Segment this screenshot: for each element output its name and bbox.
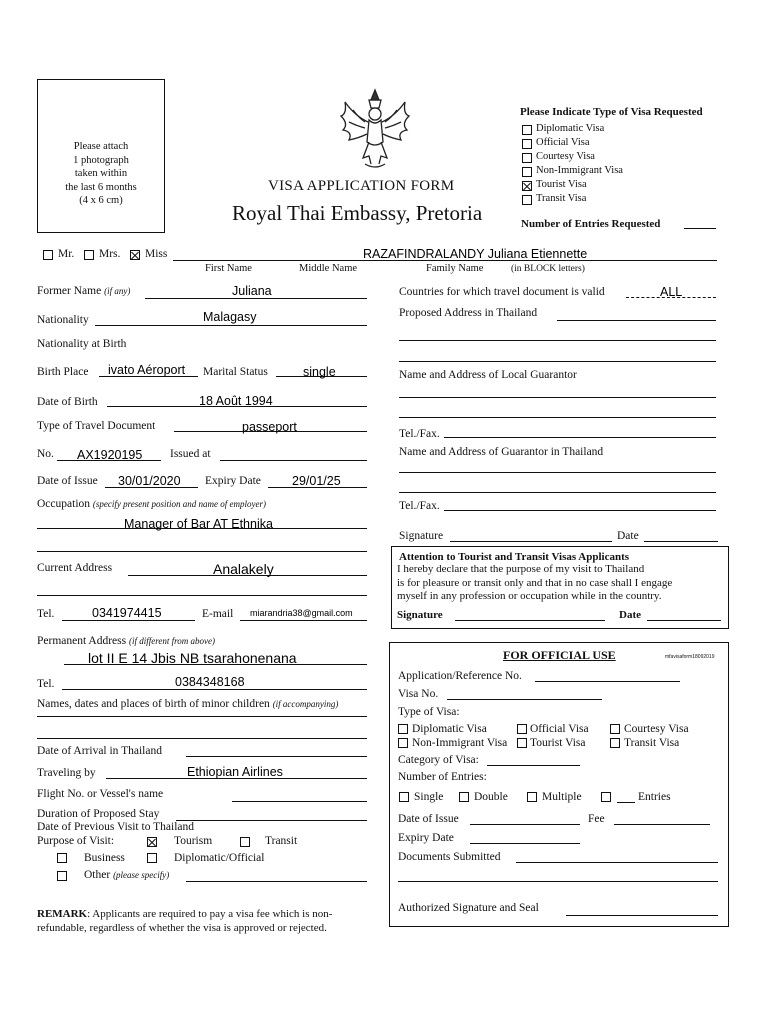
official-non-immigrant-label: Non-Immigrant Visa: [412, 737, 508, 749]
thai-guarantor-line-1[interactable]: [399, 472, 716, 473]
full-name-value[interactable]: RAZAFINDRALANDY Juliana Etiennette: [363, 247, 588, 261]
expiry-date-value[interactable]: 29/01/25: [292, 474, 341, 488]
attention-heading: Attention to Tourist and Transit Visas Applicants: [399, 551, 630, 563]
purpose-label: Purpose of Visit:: [37, 835, 115, 847]
thai-guarantor-line-2[interactable]: [399, 492, 716, 493]
mr-checkbox[interactable]: [43, 250, 53, 260]
nationality-value[interactable]: Malagasy: [203, 310, 257, 324]
attention-box: [391, 546, 729, 629]
visa-type-checkbox[interactable]: [522, 195, 532, 205]
occupation-value[interactable]: Manager of Bar AT Ethnika: [124, 517, 273, 531]
mrs-checkbox[interactable]: [84, 250, 94, 260]
tourism-checkbox[interactable]: [147, 837, 157, 847]
proposed-address-line-1[interactable]: [557, 320, 716, 321]
issued-at-label: Issued at: [170, 448, 211, 460]
signature-line[interactable]: [450, 541, 612, 542]
business-label: Business: [84, 852, 125, 864]
photo-box: [37, 79, 165, 233]
nationality-label: Nationality: [37, 314, 89, 326]
doc-no-value[interactable]: AX1920195: [77, 448, 143, 462]
minor-children-hint: (if accompanying): [272, 699, 339, 709]
duration-line[interactable]: [176, 820, 367, 821]
attention-signature-label: Signature: [397, 609, 443, 621]
telfax-2-line[interactable]: [444, 510, 716, 511]
occupation-line-2[interactable]: [37, 551, 367, 552]
arrival-date-label: Date of Arrival in Thailand: [37, 745, 162, 757]
official-ref-code: mfavisaform18092019: [665, 654, 715, 660]
other-label: [84, 869, 169, 881]
block-letters-caption: (in BLOCK letters): [511, 264, 585, 274]
minor-children-line-2[interactable]: [37, 738, 367, 739]
tel2-line: [62, 689, 367, 690]
documents-line-2[interactable]: [398, 881, 718, 882]
visa-type-heading: Please Indicate Type of Visa Requested: [520, 106, 703, 118]
attention-date-line[interactable]: [647, 620, 721, 621]
visa-type-option-label: Diplomatic Visa: [536, 123, 605, 134]
other-text: Other: [84, 869, 111, 881]
date-of-issue-value[interactable]: 30/01/2020: [118, 474, 181, 488]
official-expiry-line[interactable]: [470, 843, 580, 844]
entries-requested-label: Number of Entries Requested: [521, 218, 661, 230]
documents-submitted-label: Documents Submitted: [398, 851, 501, 863]
flight-label: Flight No. or Vessel's name: [37, 788, 164, 800]
occupation-label: [37, 498, 266, 510]
transit-checkbox[interactable]: [240, 837, 250, 847]
telfax-1-line[interactable]: [444, 437, 716, 438]
fee-line[interactable]: [614, 824, 710, 825]
minor-children-label: [37, 698, 338, 710]
official-tourist-checkbox[interactable]: [517, 738, 527, 748]
local-guarantor-label: Name and Address of Local Guarantor: [399, 369, 577, 381]
tel-value[interactable]: 0341974415: [92, 606, 162, 620]
occupation-text: Occupation: [37, 498, 91, 510]
issued-at-line[interactable]: [220, 460, 367, 461]
category-label: Category of Visa:: [398, 754, 479, 766]
current-address-line-2[interactable]: [37, 595, 367, 596]
double-entry-checkbox[interactable]: [459, 792, 469, 802]
visa-no-label: Visa No.: [398, 688, 439, 700]
remark-text-1: : Applicants are required to pay a visa fee which is non-: [87, 908, 333, 920]
thai-guarantor-label: Name and Address of Guarantor in Thailand: [399, 446, 604, 458]
single-entry-label: Single: [414, 791, 444, 803]
arrival-date-line[interactable]: [186, 756, 367, 757]
visa-type-checkbox[interactable]: [522, 125, 532, 135]
type-of-visa-label: Type of Visa:: [398, 706, 460, 718]
telfax-2-label: Tel./Fax.: [399, 500, 440, 512]
birth-place-value[interactable]: ivato Aéroport: [108, 363, 186, 377]
visa-type-option-label: Transit Visa: [536, 193, 587, 204]
local-guarantor-line-2[interactable]: [399, 417, 716, 418]
single-entry-checkbox[interactable]: [399, 792, 409, 802]
expiry-date-label: Expiry Date: [205, 475, 261, 487]
business-checkbox[interactable]: [57, 853, 67, 863]
mr-label: Mr.: [58, 248, 75, 260]
attention-line-3: myself in any profession or occupation while in the country.: [397, 590, 662, 602]
official-official-label: Official Visa: [530, 723, 589, 735]
marital-status-value[interactable]: single: [303, 365, 336, 379]
documents-line-1[interactable]: [516, 862, 718, 863]
visa-type-option-label: Non-Immigrant Visa: [536, 165, 623, 176]
attention-text: [397, 563, 672, 604]
official-courtesy-label: Courtesy Visa: [624, 723, 689, 735]
embassy-name: Royal Thai Embassy, Pretoria: [232, 201, 483, 225]
photo-line: the last 6 months: [65, 181, 137, 193]
countries-valid-value[interactable]: ALL: [660, 285, 683, 299]
official-transit-checkbox[interactable]: [610, 738, 620, 748]
current-address-label: Current Address: [37, 562, 113, 574]
attention-line-1: I hereby declare that the purpose of my visit to Thailand: [397, 563, 645, 575]
flight-line[interactable]: [232, 801, 367, 802]
family-name-caption: Family Name: [426, 263, 484, 274]
current-address-value[interactable]: Analakely: [213, 561, 274, 577]
traveling-by-label: Traveling by: [37, 767, 96, 779]
visa-type-option-label: Official Visa: [536, 137, 590, 148]
app-ref-line[interactable]: [535, 681, 680, 682]
miss-checkbox[interactable]: [130, 250, 140, 260]
doc-no-label: No.: [37, 448, 54, 460]
birth-place-label: Birth Place: [37, 366, 89, 378]
official-official-checkbox[interactable]: [517, 724, 527, 734]
marital-status-label: Marital Status: [203, 366, 268, 378]
entries-requested-field[interactable]: [684, 228, 716, 229]
permanent-address-value[interactable]: lot II E 14 Jbis NB tsarahonenana: [88, 650, 297, 666]
official-issue-label: Date of Issue: [398, 813, 459, 825]
visa-type-checkbox[interactable]: [522, 139, 532, 149]
email-line: [240, 620, 367, 621]
dob-label: Date of Birth: [37, 396, 98, 408]
custom-entries-line[interactable]: [617, 802, 635, 803]
proposed-address-line-3[interactable]: [399, 361, 716, 362]
previous-visit-label: Date of Previous Visit to Thailand: [37, 821, 194, 833]
official-expiry-label: Expiry Date: [398, 832, 454, 844]
visa-type-option-label: Tourist Visa: [536, 179, 587, 190]
category-line[interactable]: [487, 765, 580, 766]
official-issue-line[interactable]: [470, 824, 580, 825]
tel-line: [62, 620, 195, 621]
email-value[interactable]: miarandria38@gmail.com: [250, 608, 353, 618]
minor-children-text: Names, dates and places of birth of minor children: [37, 698, 270, 710]
signature-label: Signature: [399, 530, 444, 542]
signature-date-label: Date: [617, 530, 639, 542]
official-diplomatic-label: Diplomatic Visa: [412, 723, 487, 735]
first-name-caption: First Name: [205, 263, 252, 274]
official-use-heading: FOR OFFICIAL USE: [503, 648, 616, 662]
doc-type-value[interactable]: passeport: [242, 420, 297, 434]
former-name-value[interactable]: Juliana: [232, 284, 272, 298]
official-tourist-label: Tourist Visa: [530, 737, 586, 749]
custom-entries-checkbox[interactable]: [601, 792, 611, 802]
proposed-address-label: Proposed Address in Thailand: [399, 307, 538, 319]
telfax-1-label: Tel./Fax.: [399, 428, 440, 440]
garuda-emblem-icon: [335, 86, 415, 170]
authorized-signature-label: Authorized Signature and Seal: [398, 902, 539, 914]
photo-line: Please attach: [73, 141, 129, 152]
doc-type-label: Type of Travel Document: [37, 420, 156, 432]
tel2-label: Tel.: [37, 678, 55, 690]
tourism-label: Tourism: [174, 835, 213, 847]
visa-type-option-label: Courtesy Visa: [536, 151, 595, 162]
permanent-address-text: Permanent Address: [37, 635, 127, 647]
tel-label: Tel.: [37, 608, 55, 620]
diplomatic-official-label: Diplomatic/Official: [174, 852, 265, 864]
remark: [37, 907, 332, 935]
duration-label: Duration of Proposed Stay: [37, 808, 160, 820]
visa-type-checkbox[interactable]: [522, 167, 532, 177]
photo-line: taken within: [74, 168, 128, 179]
former-name-label: [37, 285, 130, 297]
occupation-hint: (specify present position and name of employer): [92, 499, 267, 509]
photo-instructions: [38, 140, 164, 208]
other-checkbox[interactable]: [57, 871, 67, 881]
visa-type-checkbox[interactable]: [522, 153, 532, 163]
remark-line-2: refundable, regardless of whether the visa is approved or rejected.: [37, 922, 327, 934]
other-line[interactable]: [186, 881, 367, 882]
photo-line: (4 x 6 cm): [79, 195, 123, 206]
permanent-address-label: [37, 635, 215, 647]
email-label: E-mail: [202, 608, 234, 620]
dob-value[interactable]: 18 Août 1994: [199, 394, 273, 408]
official-courtesy-checkbox[interactable]: [610, 724, 620, 734]
former-name-text: Former Name: [37, 285, 102, 297]
mrs-label: Mrs.: [99, 248, 121, 260]
remark-bold: REMARK: [37, 908, 88, 920]
countries-valid-label: Countries for which travel document is valid: [399, 286, 605, 298]
attention-date-label: Date: [619, 609, 641, 621]
multiple-entry-label: Multiple: [542, 791, 582, 803]
visa-no-line[interactable]: [447, 699, 602, 700]
local-guarantor-line-1[interactable]: [399, 397, 716, 398]
tel2-value[interactable]: 0384348168: [175, 675, 245, 689]
attention-signature-line[interactable]: [455, 620, 605, 621]
nationality-line: [95, 325, 367, 326]
app-ref-label: Application/Reference No.: [398, 670, 522, 682]
authorized-signature-line[interactable]: [566, 915, 718, 916]
traveling-by-value[interactable]: Ethiopian Airlines: [187, 765, 283, 779]
miss-label: Miss: [145, 248, 168, 260]
official-transit-label: Transit Visa: [624, 737, 680, 749]
nationality-at-birth-label: Nationality at Birth: [37, 338, 127, 350]
middle-name-caption: Middle Name: [299, 263, 358, 274]
remark-line-1: [37, 907, 332, 921]
transit-label: Transit: [265, 835, 298, 847]
date-of-issue-label: Date of Issue: [37, 475, 98, 487]
permanent-address-hint: (if different from above): [128, 636, 216, 646]
attention-line-2: is for pleasure or transit only and that in no case shall I engage: [397, 576, 673, 589]
official-non-immigrant-checkbox[interactable]: [398, 738, 408, 748]
form-title: VISA APPLICATION FORM: [268, 178, 455, 194]
multiple-entry-checkbox[interactable]: [527, 792, 537, 802]
double-entry-label: Double: [474, 791, 508, 803]
official-diplomatic-checkbox[interactable]: [398, 724, 408, 734]
proposed-address-line-2[interactable]: [399, 340, 716, 341]
diplomatic-official-checkbox[interactable]: [147, 853, 157, 863]
signature-date-line[interactable]: [644, 541, 718, 542]
former-name-line: [145, 298, 367, 299]
former-name-hint: (if any): [104, 286, 131, 296]
fee-label: Fee: [588, 813, 605, 825]
entries-word-label: Entries: [638, 791, 671, 803]
visa-type-checkbox[interactable]: [522, 181, 532, 191]
other-hint: (please specify): [113, 870, 170, 880]
minor-children-line-1[interactable]: [37, 716, 367, 717]
official-use-box: [389, 642, 729, 927]
photo-line: 1 photograph: [73, 154, 129, 166]
number-of-entries-label: Number of Entries:: [398, 771, 487, 783]
